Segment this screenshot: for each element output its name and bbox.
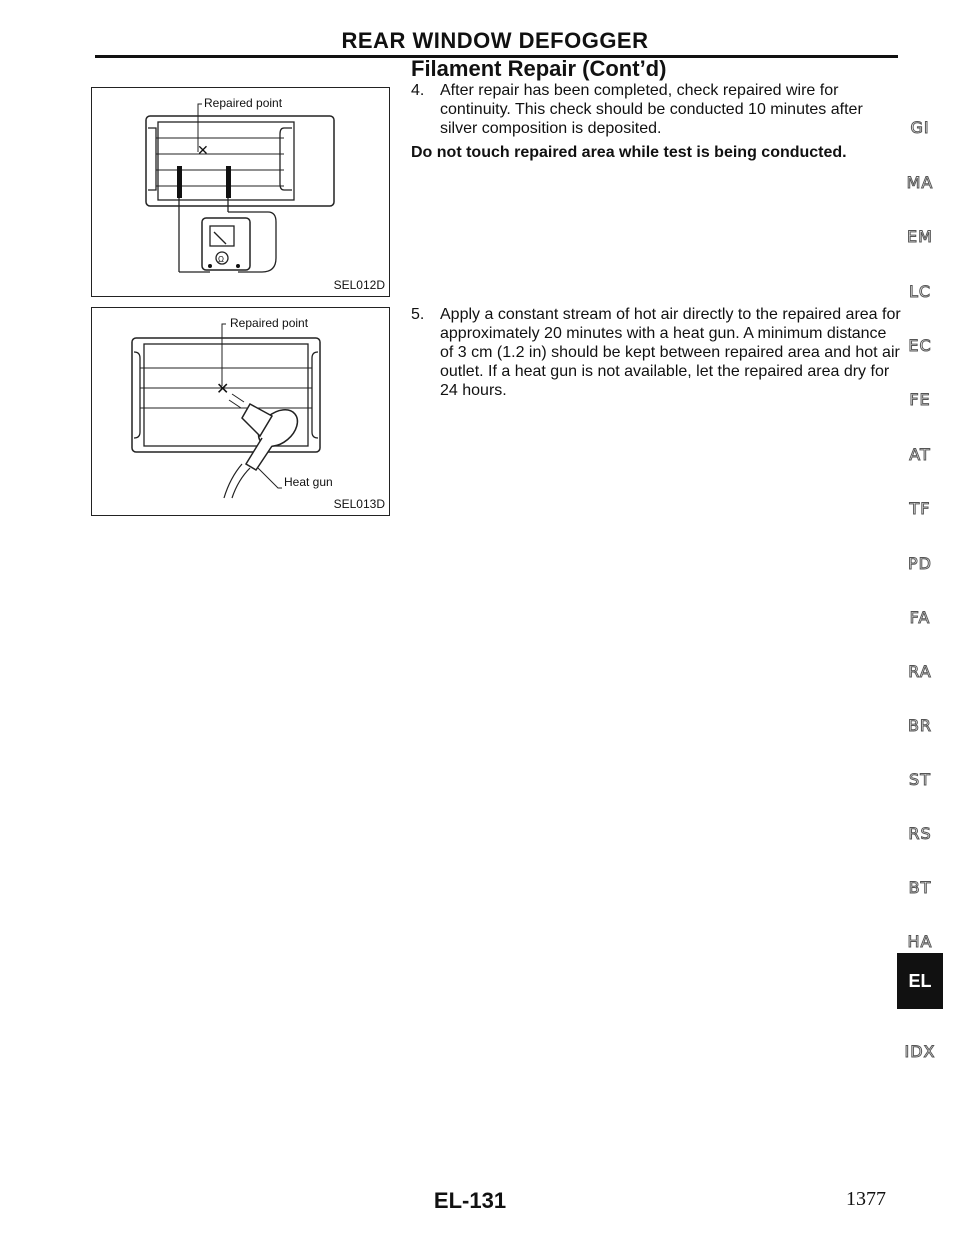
tab-rs[interactable]: RS	[908, 824, 932, 843]
tab-fe[interactable]: FE	[909, 390, 931, 409]
tab-ec[interactable]: EC	[908, 336, 932, 355]
step-4-number: 4.	[411, 82, 425, 99]
step-4-text: After repair has been completed, check repaired wire for continuity. This check should be conducted 10 minutes after silver composition is deposited.	[440, 82, 863, 137]
figure-1-label-repaired-point: Repaired point	[204, 96, 283, 110]
continuity-check-illustration	[92, 88, 388, 295]
step-4	[411, 81, 901, 138]
page-code: EL-131	[433, 1188, 507, 1213]
tab-tf[interactable]: TF	[909, 499, 931, 518]
svg-text:✕: ✕	[216, 381, 230, 398]
tab-at[interactable]: AT	[909, 445, 931, 464]
heat-gun-illustration	[92, 308, 388, 514]
warning-text: Do not touch repaired area while test is being conducted.	[411, 144, 847, 161]
tab-ma[interactable]: MA	[906, 173, 934, 192]
figure-1-code: SEL012D	[333, 278, 385, 292]
tab-pd[interactable]: PD	[908, 554, 932, 573]
section-title: Filament Repair (Cont’d)	[411, 56, 667, 81]
figure-2-label-heat-gun: Heat gun	[284, 475, 333, 489]
tab-el-active[interactable]: EL	[897, 953, 943, 1009]
figure-heat-gun	[91, 307, 390, 516]
figure-2-label-repaired-point: Repaired point	[230, 316, 309, 330]
page-header-title: REAR WINDOW DEFOGGER	[341, 28, 649, 53]
tab-gi[interactable]: GI	[910, 118, 930, 137]
figure-continuity-check	[91, 87, 390, 297]
tab-br[interactable]: BR	[907, 716, 933, 735]
tab-fa[interactable]: FA	[909, 608, 931, 627]
step-5-number: 5.	[411, 306, 425, 323]
svg-text:✕: ✕	[197, 142, 209, 158]
tab-st[interactable]: ST	[909, 770, 931, 789]
tab-idx[interactable]: IDX	[904, 1042, 936, 1061]
step-5	[411, 305, 901, 400]
step-5-text: Apply a constant stream of hot air directly to the repaired area for approximately 20 minutes with a heat gun. A minimum distance of 3 cm (1.2 in) should be kept between repaired area and hot air outlet. If a heat gun is not available, let the repaired area dry for 24 hours.	[440, 306, 901, 399]
svg-text:Ω: Ω	[218, 255, 224, 264]
figure-2-code: SEL013D	[333, 497, 385, 511]
tab-bt[interactable]: BT	[908, 878, 932, 897]
tab-ha[interactable]: HA	[907, 932, 933, 951]
page-number: 1377	[846, 1188, 886, 1210]
tab-ra[interactable]: RA	[908, 662, 932, 681]
tab-lc[interactable]: LC	[908, 282, 932, 301]
tab-em[interactable]: EM	[907, 227, 933, 246]
